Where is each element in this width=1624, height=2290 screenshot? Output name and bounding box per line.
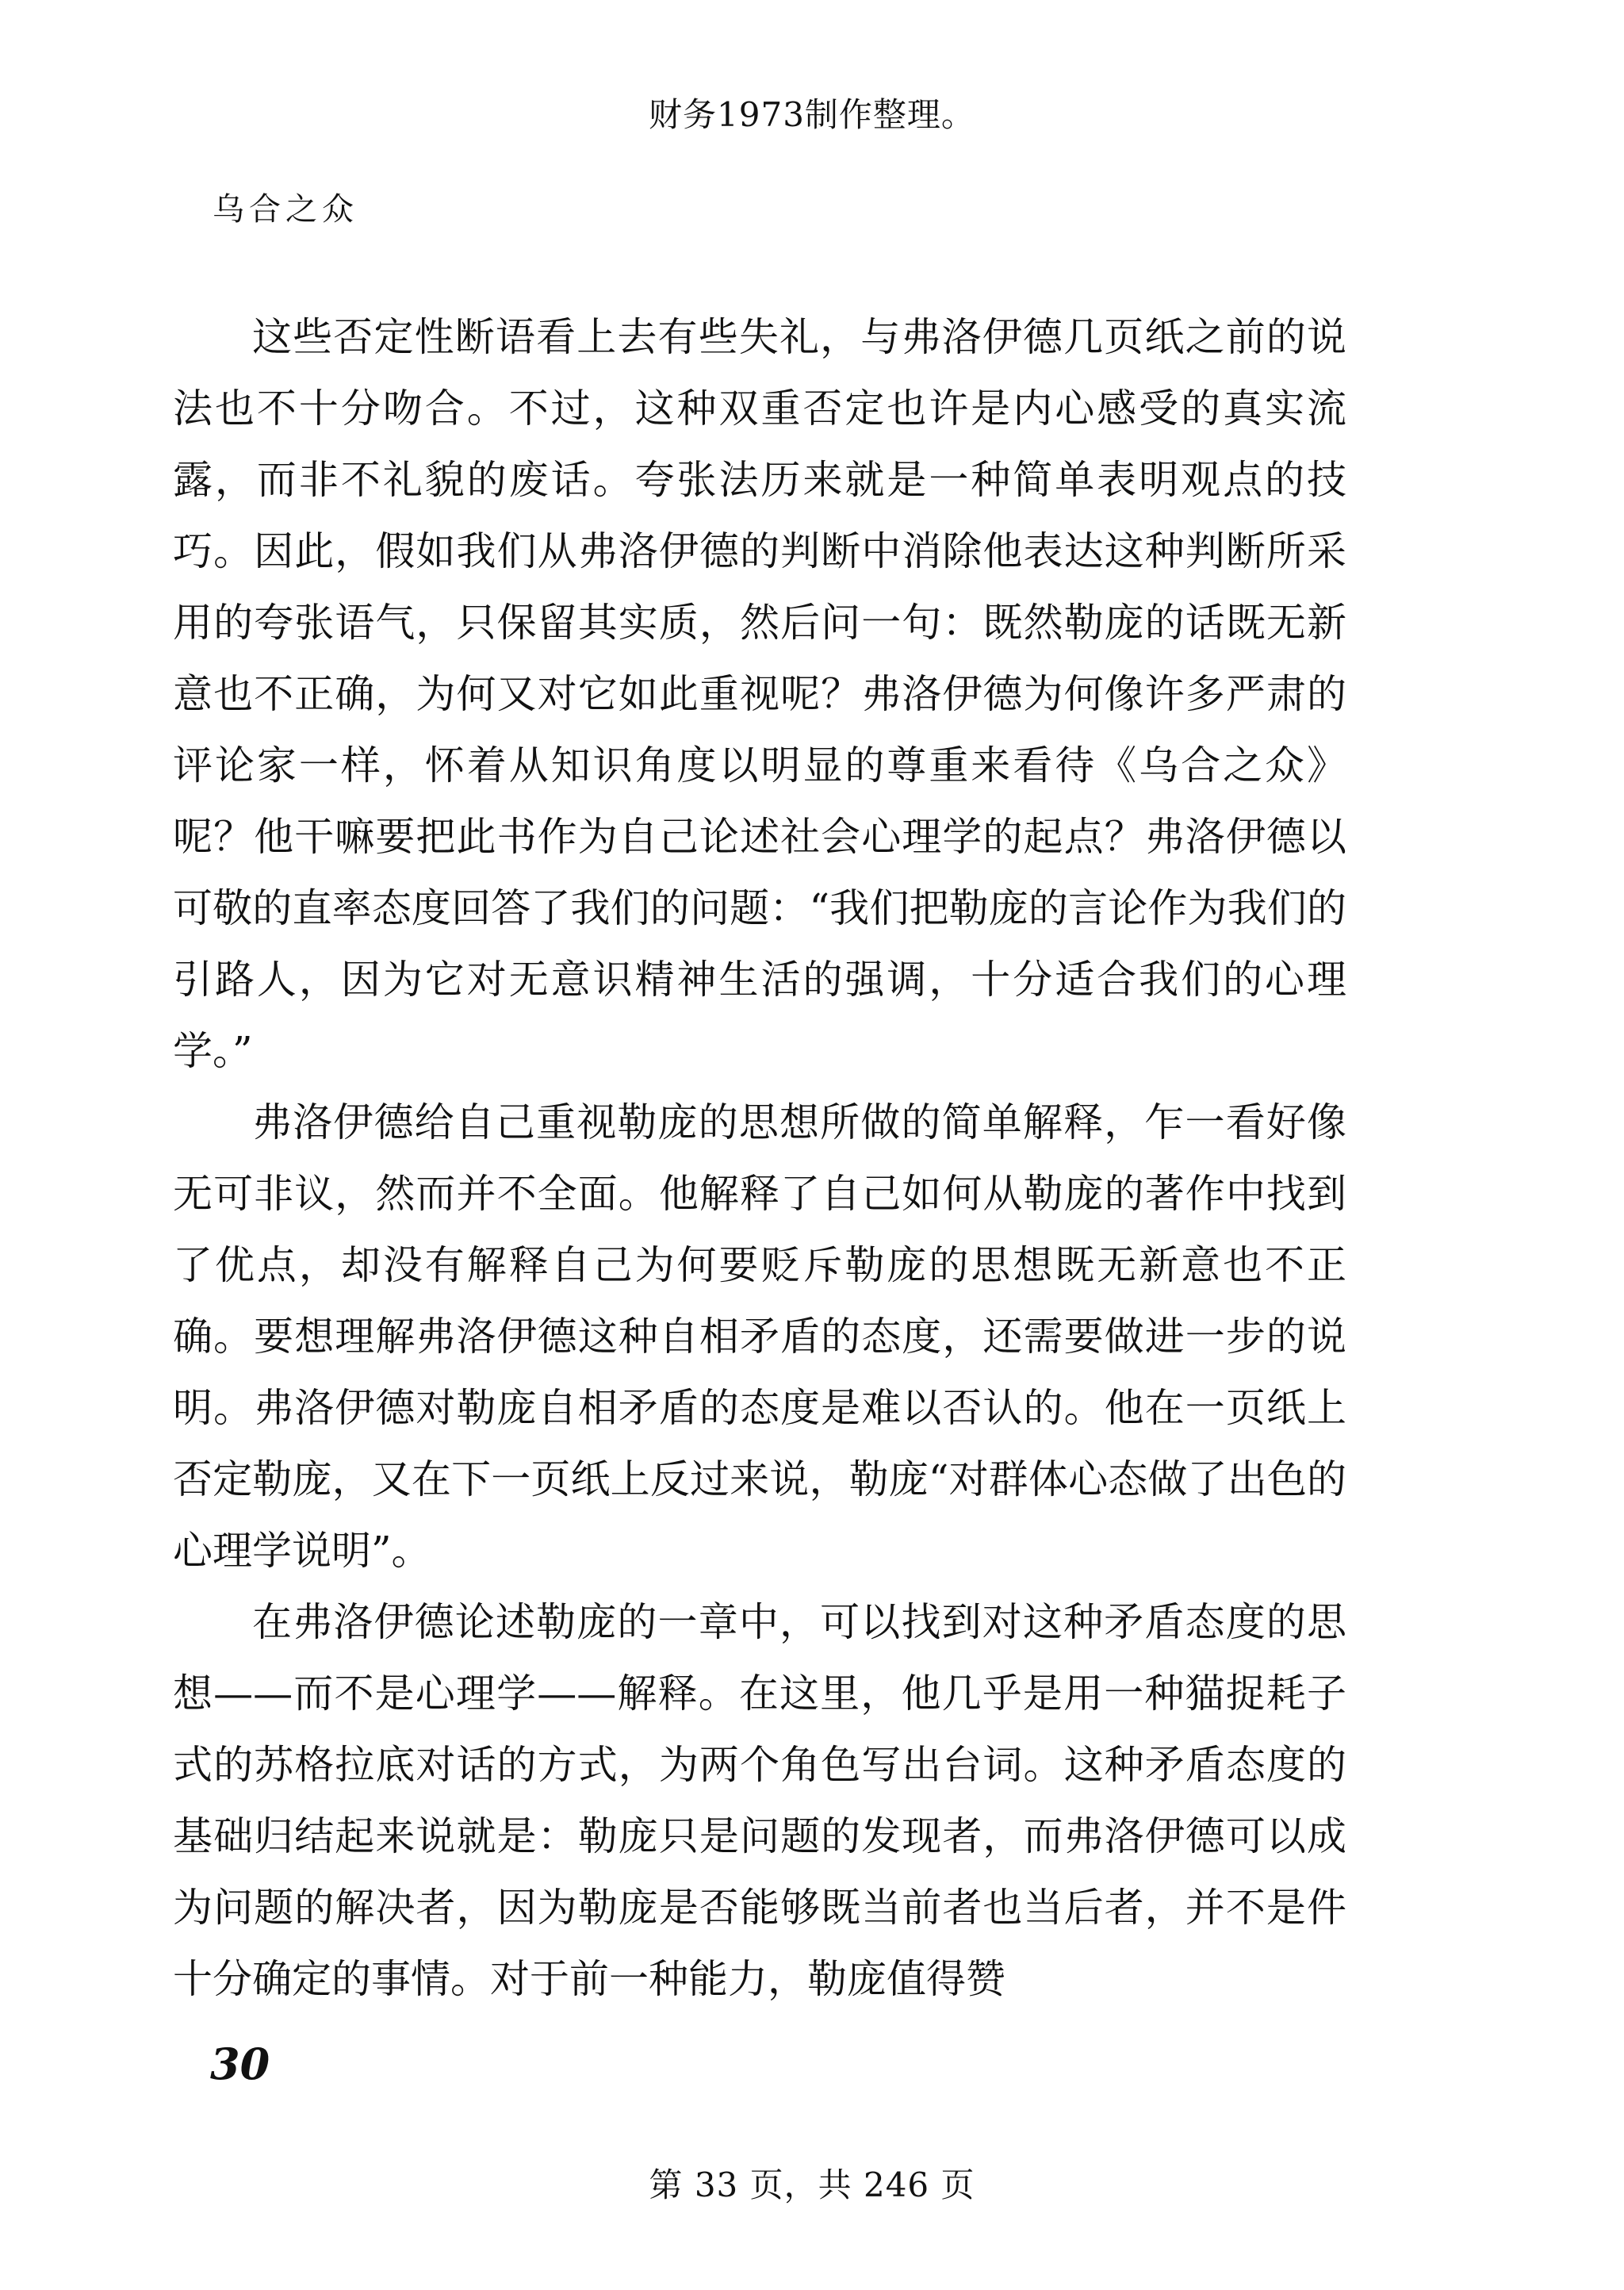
page-number: 30 xyxy=(210,2039,270,2089)
paragraph: 在弗洛伊德论述勒庞的一章中，可以找到对这种矛盾态度的思想——而不是心理学——解释。在这里，他几乎是用一种猫捉耗子式的苏格拉底对话的方式，为两个角色写出台词。这种矛盾态度的基础归结起来说就是：勒庞只是问题的发现者，而弗洛伊德可以成为问题的解决者，因为勒庞是否能够既当前者也当后者，并不是件十分确定的事情。对于前一种能力，勒庞值得赞 xyxy=(173,1599,1346,2002)
body-text xyxy=(173,301,1346,2015)
running-head-title: 乌合之众 xyxy=(213,191,358,228)
watermark-text: 财务1973制作整理。 xyxy=(649,95,975,134)
paragraph: 这些否定性断语看上去有些失礼，与弗洛伊德几页纸之前的说法也不十分吻合。不过，这种双重否定也许是内心感受的真实流露，而非不礼貌的废话。夸张法历来就是一种简单表明观点的技巧。因此，假如我们从弗洛伊德的判断中消除他表达这种判断所采用的夸张语气，只保留其实质，然后问一句：既然勒庞的话既无新意也不正确，为何又对它如此重视呢？弗洛伊德为何像许多严肃的评论家一样，怀着从知识角度以明显的尊重来看待《乌合之众》呢？他干嘛要把此书作为自己论述社会心理学的起点？弗洛伊德以可敬的直率态度回答了我们的问题：“我们把勒庞的言论作为我们的引路人，因为它对无意识精神生活的强调，十分适合我们的心理学。” xyxy=(173,314,1346,1074)
page-footer: 第 33 页，共 246 页 xyxy=(649,2165,975,2204)
paragraph: 弗洛伊德给自己重视勒庞的思想所做的简单解释，乍一看好像无可非议，然而并不全面。他解释了自己如何从勒庞的著作中找到了优点，却没有解释自己为何要贬斥勒庞的思想既无新意也不正确。要想理解弗洛伊德这种自相矛盾的态度，还需要做进一步的说明。弗洛伊德对勒庞自相矛盾的态度是难以否认的。他在一页纸上否定勒庞，又在下一页纸上反过来说，勒庞“对群体心态做了出色的心理学说明”。 xyxy=(173,1099,1346,1574)
